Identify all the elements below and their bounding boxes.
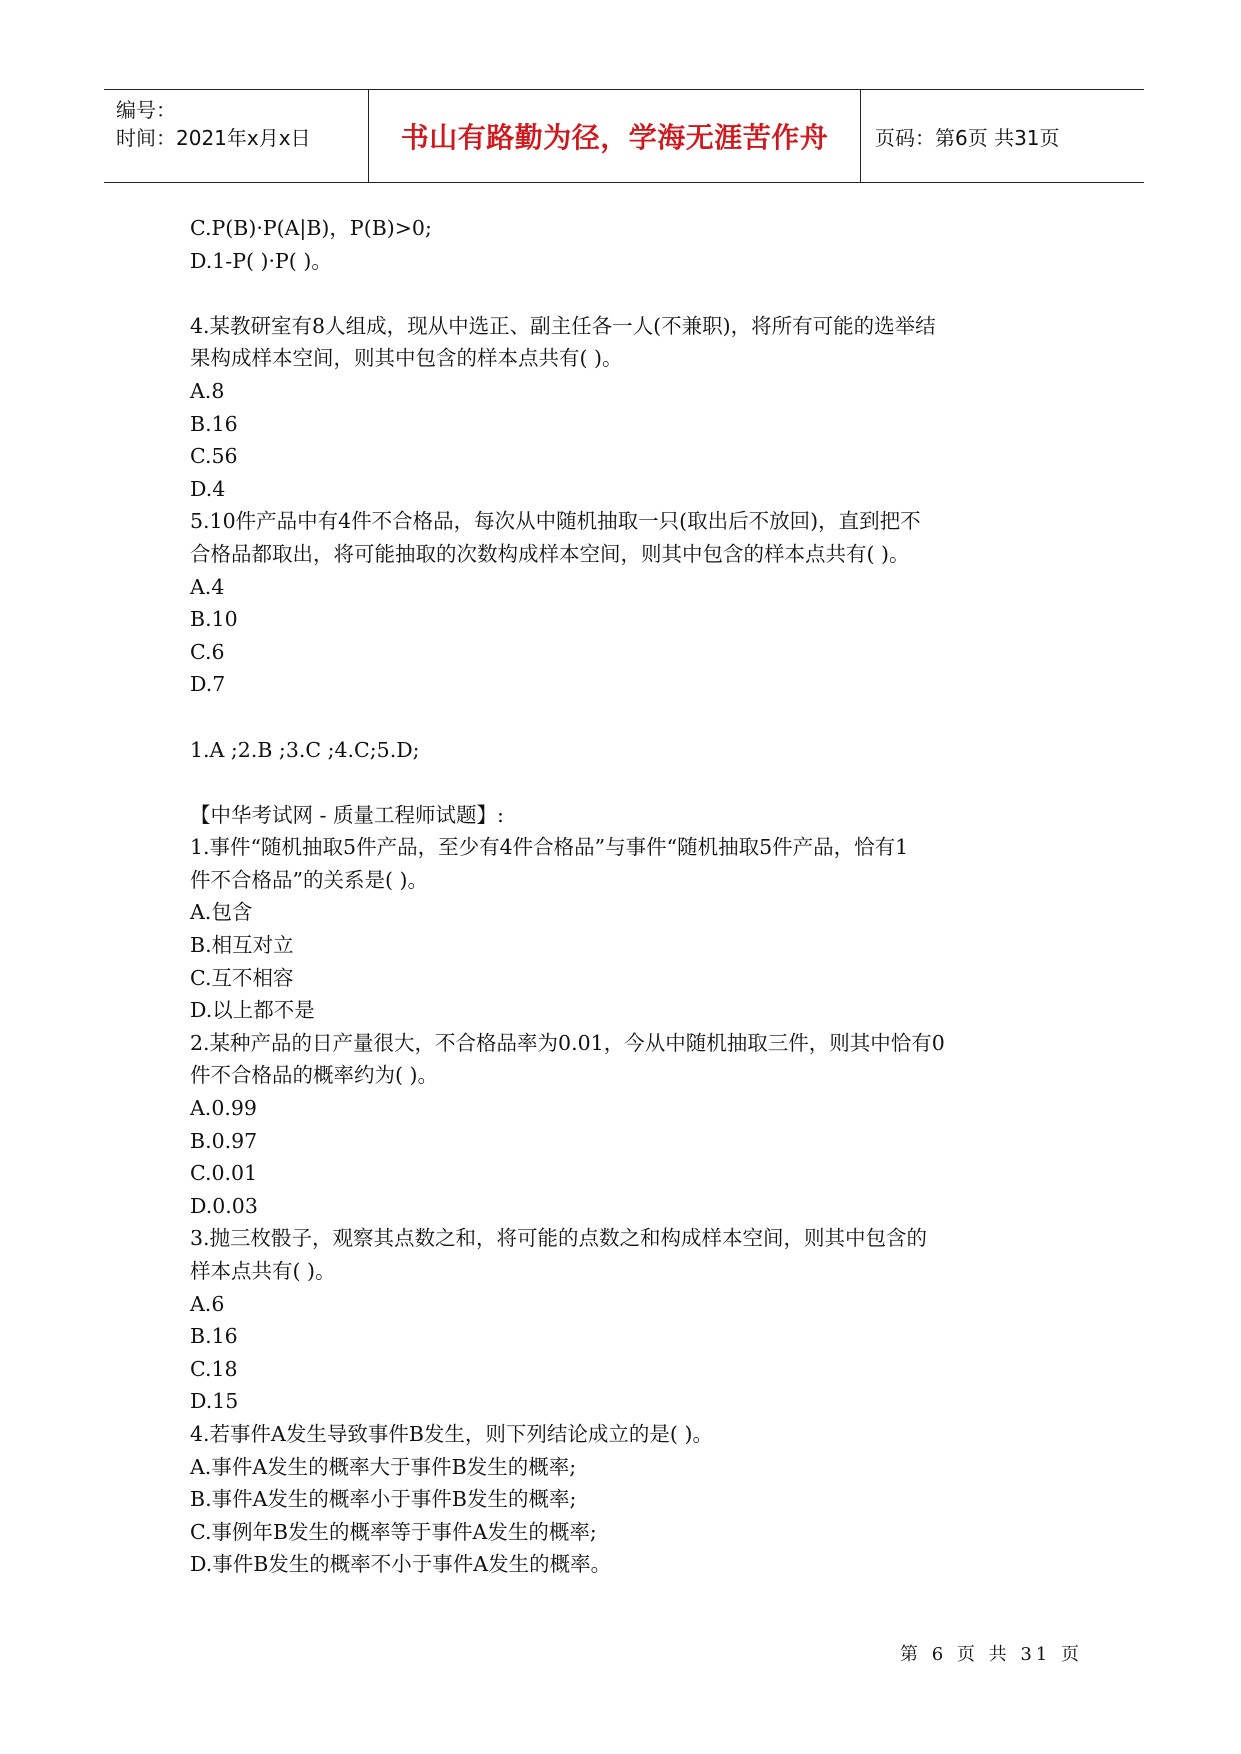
text-line: B.10 (190, 607, 238, 632)
text-line: D.4 (190, 476, 226, 501)
text-line: 合格品都取出，将可能抽取的次数构成样本空间，则其中包含的样本点共有( )。 (190, 541, 910, 566)
page-header (104, 89, 1144, 183)
text-line: C.6 (190, 639, 225, 664)
document-body (190, 212, 1070, 1581)
text-line: 4.某教研室有8人组成，现从中选正、副主任各一人(不兼职)，将所有可能的选举结 (190, 313, 936, 338)
text-line: A.6 (190, 1291, 225, 1316)
text-line: 5.10件产品中有4件不合格品，每次从中随机抽取一只(取出后不放回)，直到把不 (190, 509, 921, 534)
header-left-cell (104, 90, 369, 182)
text-line: C.事例年B发生的概率等于事件A发生的概率; (190, 1519, 597, 1544)
text-line: C.56 (190, 444, 238, 469)
motto-text: 书山有路勤为径，学海无涯苦作舟 (400, 121, 829, 154)
text-line: B.相互对立 (190, 933, 294, 958)
text-line: 样本点共有( )。 (190, 1259, 336, 1283)
text-line: B.16 (190, 1324, 238, 1349)
blank-line (190, 277, 1070, 310)
text-line: D.以上都不是 (190, 998, 315, 1023)
text-line: D.7 (190, 672, 226, 697)
text-line: 【中华考试网 - 质量工程师试题】: (190, 802, 504, 827)
text-line: A.事件A发生的概率大于事件B发生的概率; (190, 1454, 577, 1479)
text-line: C.0.01 (190, 1161, 258, 1186)
text-line: 件不合格品”的关系是( )。 (190, 867, 428, 892)
text-line: D.事件B发生的概率不小于事件A发生的概率。 (190, 1552, 612, 1577)
text-line: C.P(B)·P(A|B)，P(B)>0; (190, 216, 432, 240)
text-line: B.事件A发生的概率小于事件B发生的概率; (190, 1487, 577, 1512)
text-line: 果构成样本空间，则其中包含的样本点共有( )。 (190, 346, 623, 371)
text-line: C.18 (190, 1356, 238, 1381)
blank-line (190, 701, 1070, 734)
time-label: 时间：2021年x月x日 (116, 126, 311, 150)
text-line: 1.A ;2.B ;3.C ;4.C;5.D; (190, 737, 420, 762)
page-code: 页码：第6页 共31页 (875, 125, 1060, 150)
text-line: A.4 (190, 574, 225, 599)
header-right-cell (861, 90, 1144, 182)
text-line: 2.某种产品的日产量很大，不合格品率为0.01，今从中随机抽取三件，则其中恰有0 (190, 1030, 945, 1055)
text-line: 件不合格品的概率约为( )。 (190, 1063, 439, 1088)
text-line: A.8 (190, 378, 225, 403)
blank-line (190, 766, 1070, 799)
text-line: C.互不相容 (190, 965, 294, 990)
text-line: 4.若事件A发生导致事件B发生，则下列结论成立的是( )。 (190, 1421, 713, 1446)
text-line: A.0.99 (190, 1096, 257, 1121)
text-line: D.1-P( )·P( )。 (190, 248, 332, 273)
header-motto-cell (369, 90, 861, 182)
text-line: A.包含 (190, 900, 253, 925)
text-line: 1.事件“随机抽取5件产品，至少有4件合格品”与事件“随机抽取5件产品，恰有1 (190, 835, 909, 860)
number-label: 编号： (116, 98, 176, 122)
text-line: B.16 (190, 411, 238, 436)
text-line: D.0.03 (190, 1193, 258, 1218)
text-line: 3.抛三枚骰子，观察其点数之和，将可能的点数之和构成样本空间，则其中包含的 (190, 1226, 928, 1251)
text-line: B.0.97 (190, 1128, 258, 1153)
page-footer: 第 6 页 共 31 页 (900, 1644, 1083, 1665)
text-line: D.15 (190, 1389, 239, 1414)
